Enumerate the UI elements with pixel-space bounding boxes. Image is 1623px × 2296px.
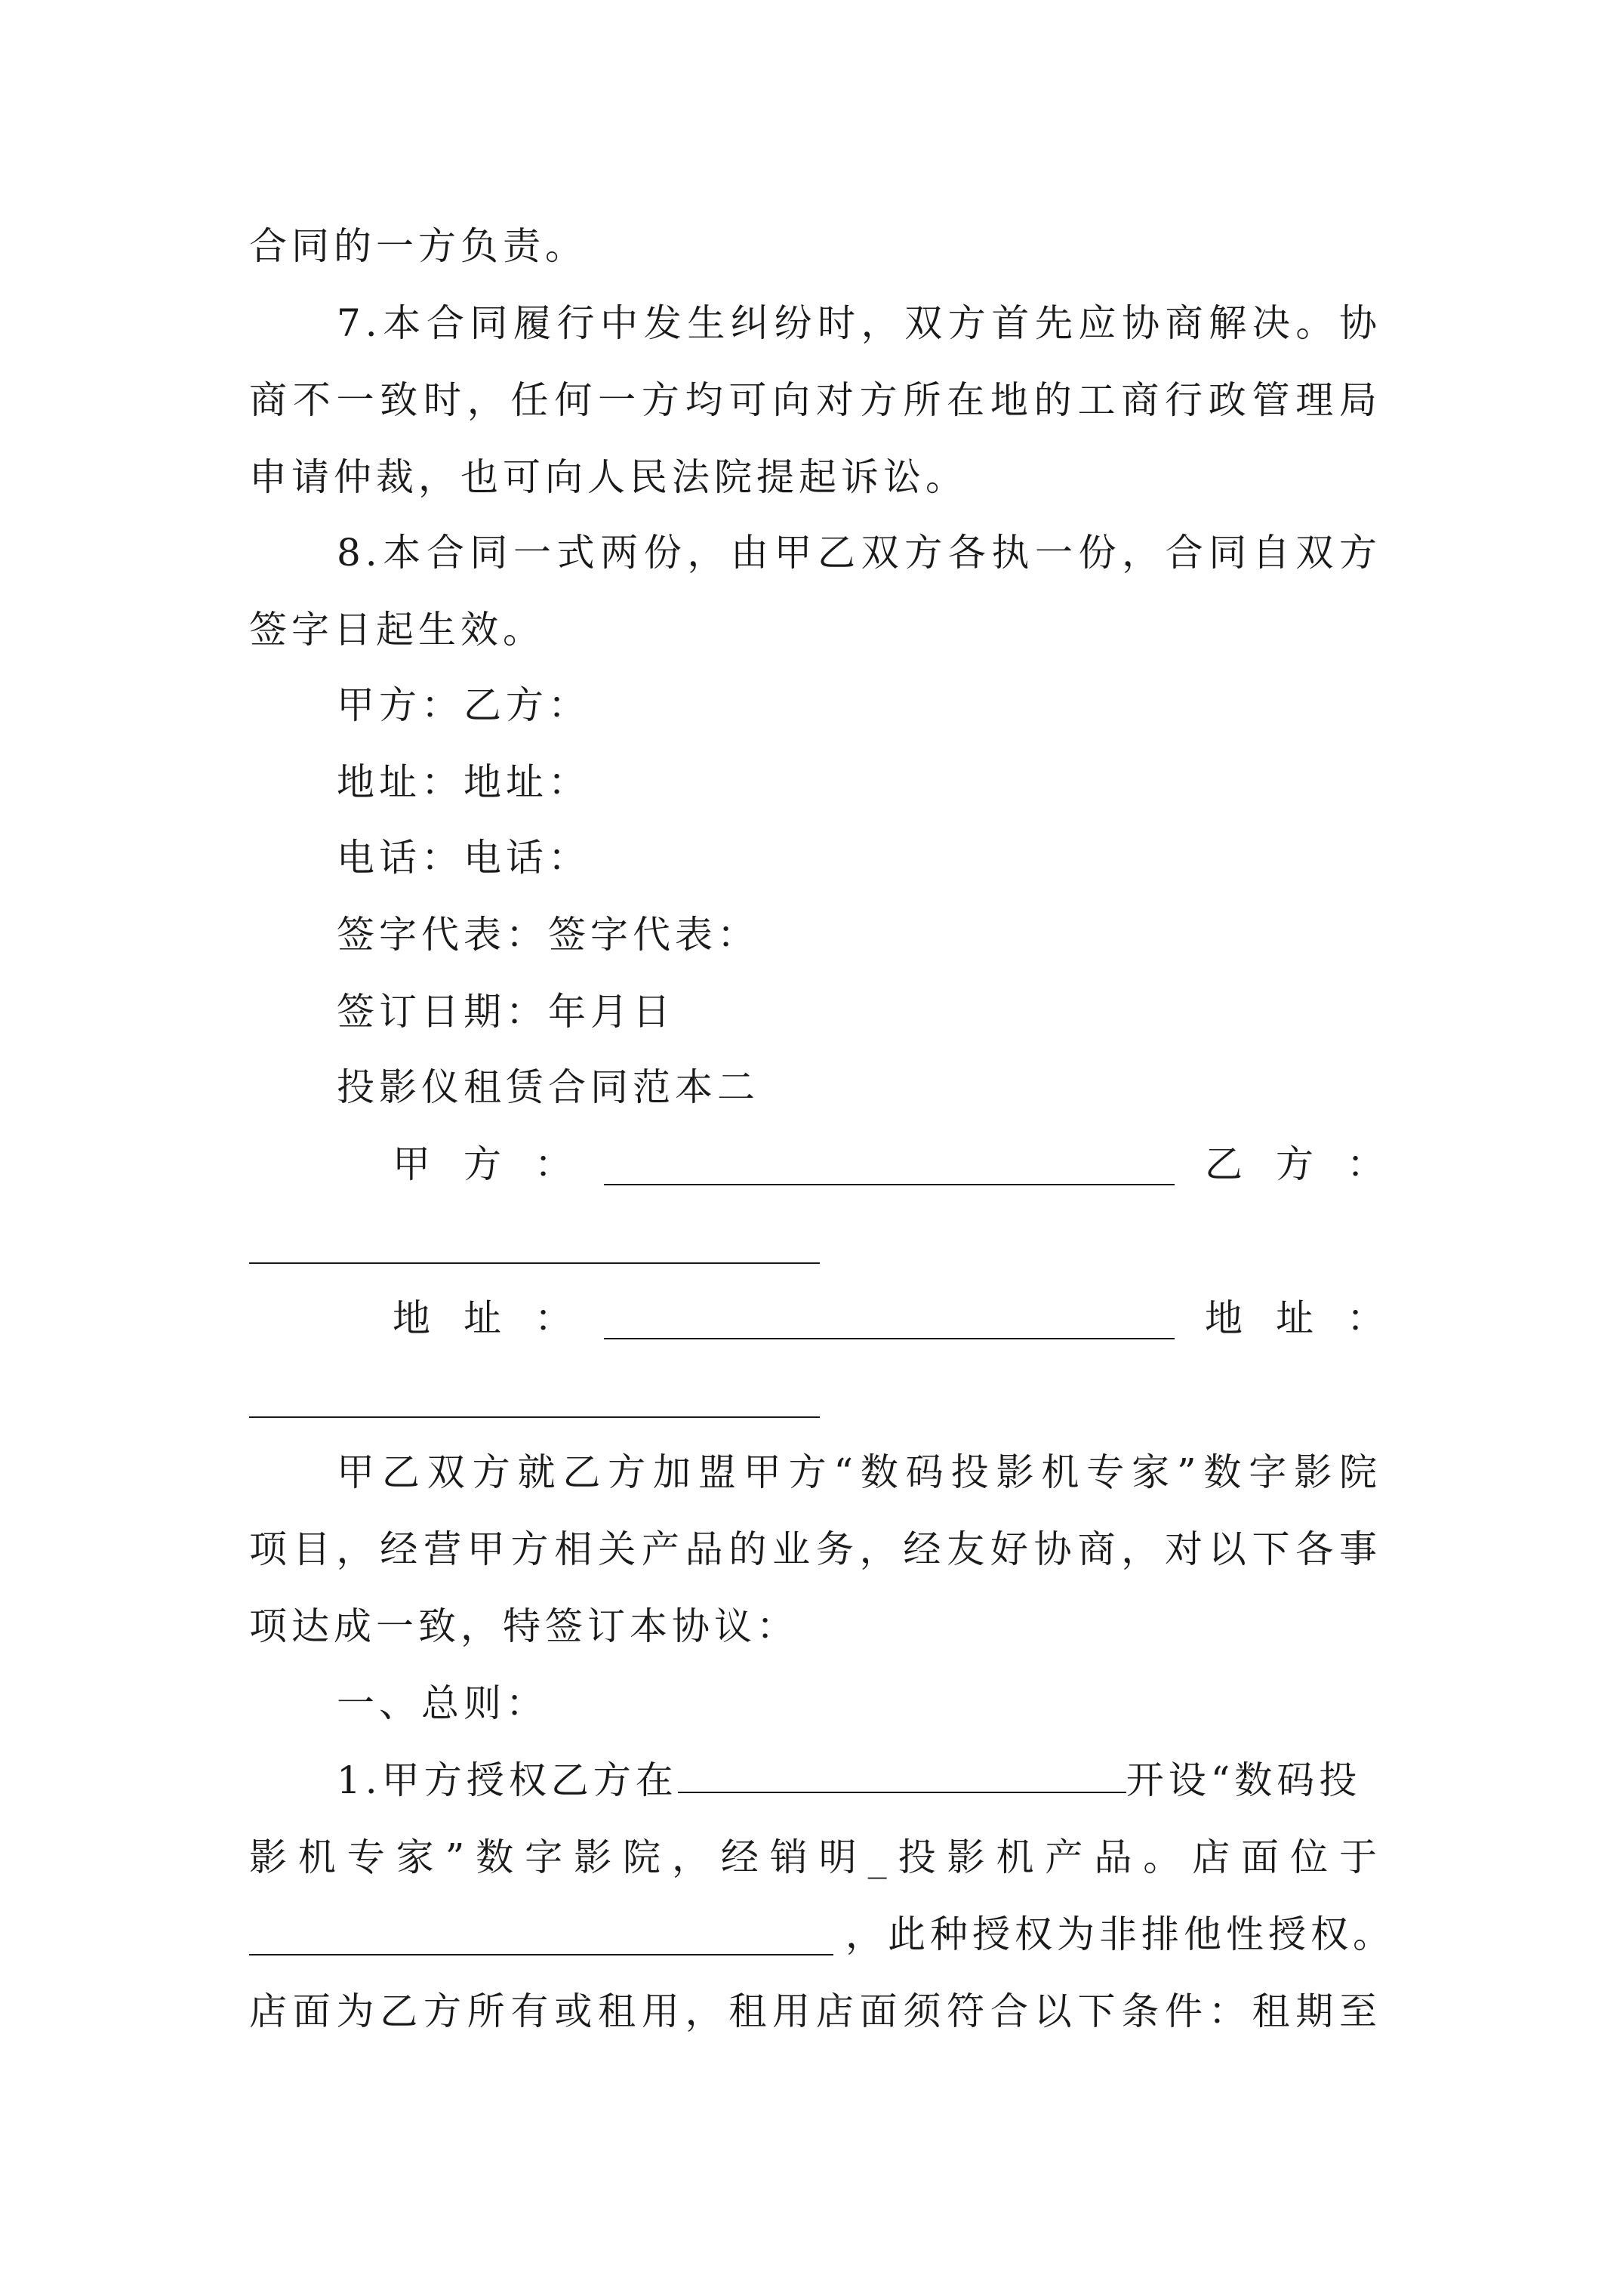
party-b-label: 乙方：: [1205, 1142, 1418, 1186]
clause-1-line-1: [337, 1758, 1381, 1803]
party-a-blank: [604, 1184, 1175, 1185]
address-b-label: 地址：: [1205, 1296, 1418, 1340]
clause-1-line-2: 影机专家”数字影院，经销明_投影机产品。店面位于: [249, 1835, 1381, 1879]
address-a-blank: [604, 1338, 1175, 1339]
clause-1-line-4: 店面为乙方所有或租用，租用店面须符合以下条件：租期至: [249, 1989, 1381, 2033]
clause-1-text-a: 1.甲方授权乙方在: [337, 1758, 678, 1802]
signature-date-line: 签订日期：年月日: [337, 990, 675, 1034]
clause-7-line-2: 商不一致时，任何一方均可向对方所在地的工商行政管理局: [249, 378, 1381, 422]
clause-7-line-1: 7.本合同履行中发生纠纷时，双方首先应协商解决。协: [337, 301, 1381, 345]
signature-representative-line: 签字代表：签字代表：: [337, 913, 759, 957]
address-a-label: 地址：: [393, 1296, 605, 1340]
address-b-blank: [249, 1416, 820, 1418]
clause-7-line-3: 申请仲裁，也可向人民法院提起诉讼。: [249, 455, 968, 499]
preamble-line-3: 项达成一致，特签订本协议：: [249, 1604, 799, 1648]
section-general-heading: 一、总则：: [337, 1681, 548, 1725]
text-line: 合同的一方负责。: [249, 224, 587, 268]
preamble-line-2: 项目，经营甲方相关产品的业务，经友好协商，对以下各事: [249, 1527, 1381, 1571]
preamble-line-1: 甲乙双方就乙方加盟甲方“数码投影机专家”数字影院: [337, 1450, 1381, 1494]
signature-address-line: 地址：地址：: [337, 760, 590, 804]
clause-1-line-3: ，此种授权为非排他性授权。: [845, 1912, 1395, 1956]
signature-phone-line: 电话：电话：: [337, 836, 590, 880]
party-b-blank: [249, 1262, 820, 1264]
store-location-blank: [249, 1954, 833, 1955]
signature-party-line: 甲方：乙方：: [337, 683, 590, 727]
clause-1-text-b: 开设“数码投: [1126, 1758, 1362, 1802]
clause-8-line-1: 8.本合同一式两份，由甲乙双方各执一份，合同自双方: [337, 531, 1381, 575]
party-a-label: 甲方：: [393, 1142, 605, 1186]
clause-8-line-2: 签字日起生效。: [249, 608, 545, 652]
location-blank: [678, 1758, 1126, 1793]
template-two-title: 投影仪租赁合同范本二: [337, 1065, 759, 1109]
